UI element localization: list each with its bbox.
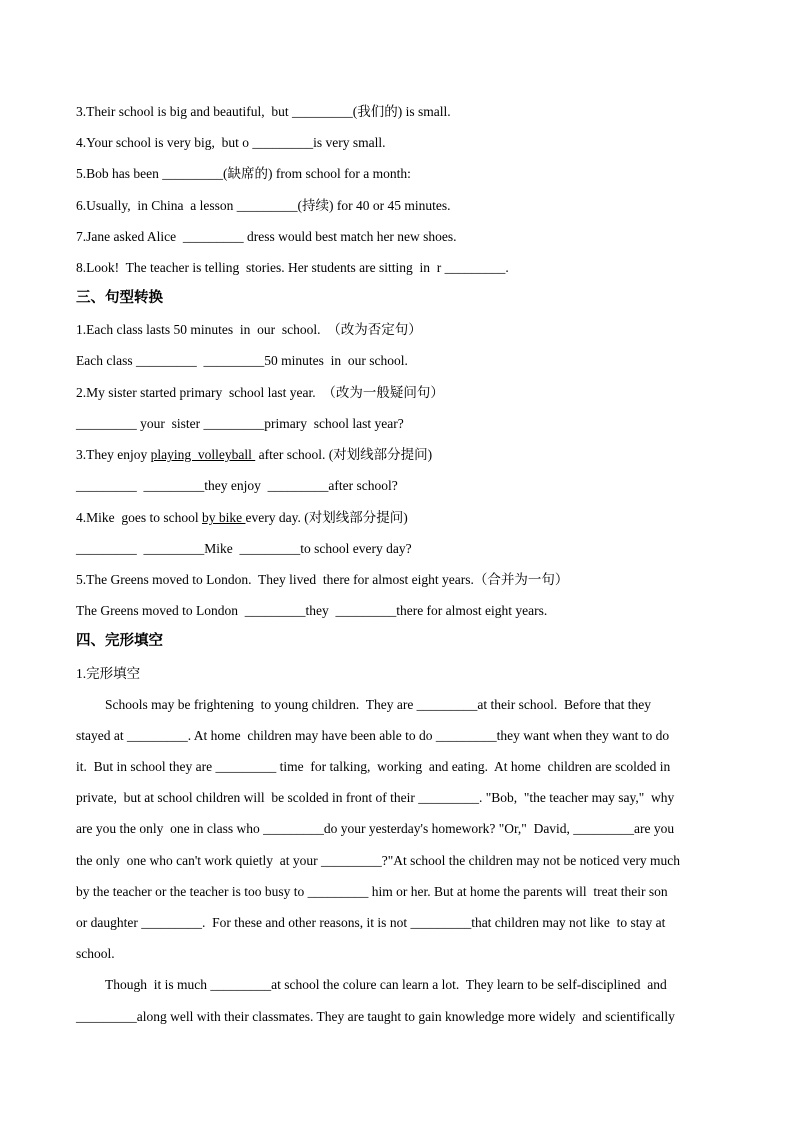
exercise-line: 8.Look! The teacher is telling stories. Her students are sitting in r _________. [76, 260, 509, 275]
exercise-line: 4.Your school is very big, but o _________is very small. [76, 135, 386, 150]
question-text: after school. (对划线部分提问) [255, 447, 433, 462]
paragraph-line: _________along well with their classmates. They are taught to gain knowledge more widely and scientifically [76, 1009, 675, 1024]
question-text: 4.Mike goes to school [76, 510, 202, 525]
exercise-line: 5.Bob has been _________(缺席的) from school for a month: [76, 166, 411, 181]
paragraph-line: private, but at school children will be scolded in front of their _________. "Bob, "the teacher may say," why [76, 790, 675, 805]
paragraph-line: stayed at _________. At home children may have been able to do _________they want when they want to do [76, 728, 670, 743]
sub-heading: 1.完形填空 [76, 666, 141, 681]
section-heading: 三、句型转换 [76, 290, 163, 306]
answer-line: The Greens moved to London _________they _________there for almost eight years. [76, 603, 548, 618]
question-text: every day. (对划线部分提问) [245, 510, 408, 525]
section-heading: 四、完形填空 [76, 633, 163, 649]
question [76, 447, 432, 463]
paragraph-line: school. [76, 946, 115, 961]
question [76, 510, 408, 526]
answer-line: _________ _________they enjoy _________after school? [76, 478, 398, 493]
paragraph-line: or daughter _________. For these and other reasons, it is not _________that children may not like to stay at [76, 915, 666, 930]
paragraph-line: are you the only one in class who _________do your yesterday's homework? "Or," David, _________are you [76, 821, 675, 836]
question: 1.Each class lasts 50 minutes in our school. （改为否定句） [76, 322, 422, 337]
paragraph-line: by the teacher or the teacher is too busy to _________ him or her. But at home the parents will treat their son [76, 884, 668, 899]
exercise-line: 7.Jane asked Alice _________ dress would best match her new shoes. [76, 229, 457, 244]
underlined-phrase: by bike [202, 510, 246, 525]
question: 5.The Greens moved to London. They lived there for almost eight years.（合并为一句） [76, 572, 569, 587]
paragraph-line: the only one who can't work quietly at your _________?"At school the children may not be noticed very much [76, 853, 681, 868]
underlined-phrase: playing volleyball [150, 447, 256, 462]
question: 2.My sister started primary school last year. （改为一般疑问句） [76, 385, 444, 400]
paragraph-line: Though it is much _________at school the colure can learn a lot. They learn to be self-disciplined and [105, 977, 667, 992]
exercise-line: 6.Usually, in China a lesson _________(持续) for 40 or 45 minutes. [76, 198, 451, 213]
answer-line: _________ _________Mike _________to school every day? [76, 541, 412, 556]
paragraph-line: Schools may be frightening to young children. They are _________at their school. Before that they [105, 697, 651, 712]
paragraph-line: it. But in school they are _________ time for talking, working and eating. At home children are scolded in [76, 759, 671, 774]
exercise-line: 3.Their school is big and beautiful, but _________(我们的) is small. [76, 104, 451, 119]
answer-line: _________ your sister _________primary school last year? [76, 416, 404, 431]
answer-line: Each class _________ _________50 minutes in our school. [76, 353, 408, 368]
question-text: 3.They enjoy [76, 447, 151, 462]
